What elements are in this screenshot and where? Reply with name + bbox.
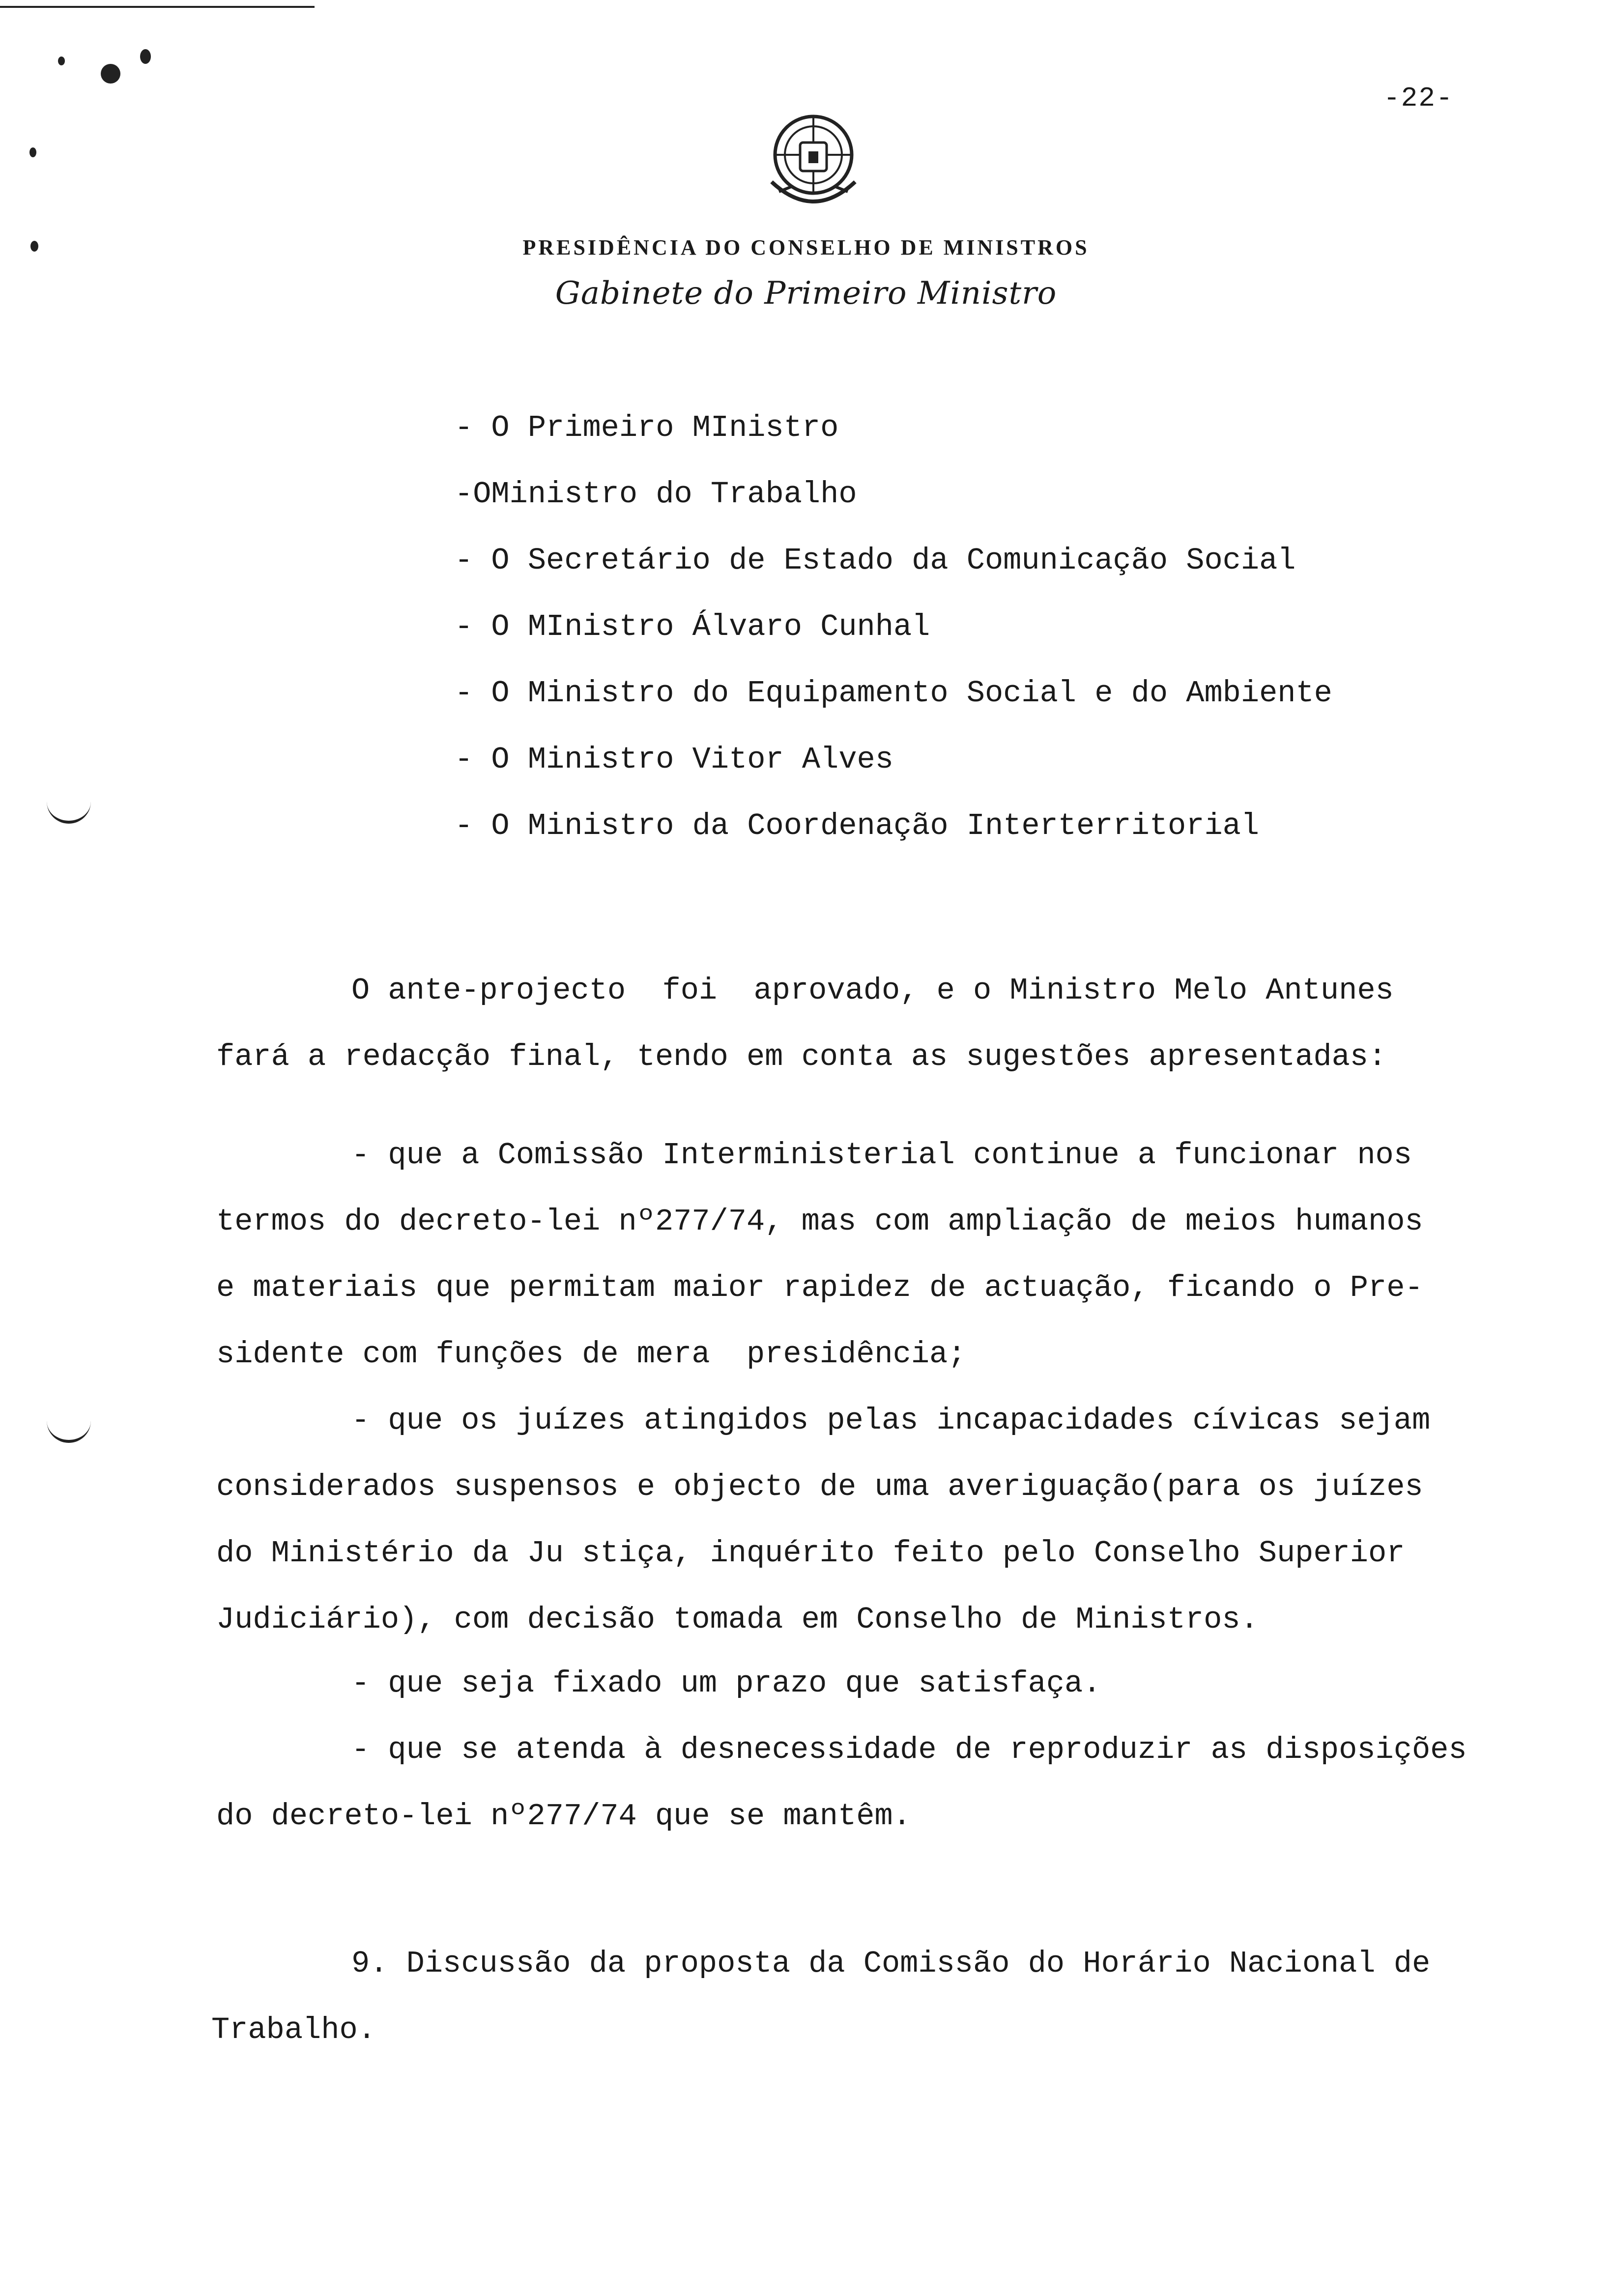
list-item: - O Secretário de Estado da Comunicação Social xyxy=(455,543,1296,578)
portuguese-coat-of-arms-icon xyxy=(757,108,870,221)
office-subtitle: Gabinete do Primeiro Ministro xyxy=(555,275,1057,312)
suggestion-line: - que os juízes atingidos pelas incapacidades cívicas sejam xyxy=(351,1403,1431,1438)
paragraph-line: fará a redacção final, tendo em conta as sugestões apresentadas: xyxy=(216,1039,1387,1074)
suggestion-line: termos do decreto-lei nº277/74, mas com ampliação de meios humanos xyxy=(216,1204,1423,1239)
suggestion-line: - que se atenda à desnecessidade de reproduzir as disposições xyxy=(351,1732,1467,1767)
list-item: - O MInistro Álvaro Cunhal xyxy=(455,609,930,644)
scan-mark xyxy=(29,147,36,157)
suggestion-line: - que seja fixado um prazo que satisfaça. xyxy=(351,1666,1101,1701)
suggestion-line: sidente com funções de mera presidência; xyxy=(216,1337,966,1372)
scan-mark xyxy=(47,1420,91,1443)
agenda-line: 9. Discussão da proposta da Comissão do Horário Nacional de xyxy=(351,1946,1431,1981)
list-item: - O Ministro Vitor Alves xyxy=(455,742,893,777)
agenda-line: Trabalho. xyxy=(211,2012,376,2047)
scan-mark xyxy=(101,64,120,84)
suggestion-line: - que a Comissão Interministerial continue a funcionar nos xyxy=(351,1138,1412,1173)
paragraph-line: O ante-projecto foi aprovado, e o Ministro Melo Antunes xyxy=(351,973,1394,1008)
scan-mark xyxy=(58,57,65,65)
list-item: - O Primeiro MInistro xyxy=(455,410,839,445)
suggestion-line: e materiais que permitam maior rapidez de actuação, ficando o Pre- xyxy=(216,1270,1423,1305)
suggestion-line: do Ministério da Ju stiça, inquérito feito pelo Conselho Superior xyxy=(216,1536,1405,1571)
top-border-line xyxy=(0,6,315,8)
list-item: - O Ministro do Equipamento Social e do Ambiente xyxy=(455,676,1332,711)
suggestion-line: do decreto-lei nº277/74 que se mantêm. xyxy=(216,1799,911,1834)
office-title: PRESIDÊNCIA DO CONSELHO DE MINISTROS xyxy=(522,235,1090,259)
list-item: -OMinistro do Trabalho xyxy=(455,477,857,512)
suggestion-line: Judiciário), com decisão tomada em Conselho de Ministros. xyxy=(216,1602,1259,1637)
suggestion-line: considerados suspensos e objecto de uma averiguação(para os juízes xyxy=(216,1469,1423,1504)
list-item: - O Ministro da Coordenação Interterritorial xyxy=(455,808,1260,843)
scan-mark xyxy=(140,49,151,64)
scan-mark xyxy=(47,801,91,824)
page-number: -22- xyxy=(1383,83,1454,114)
